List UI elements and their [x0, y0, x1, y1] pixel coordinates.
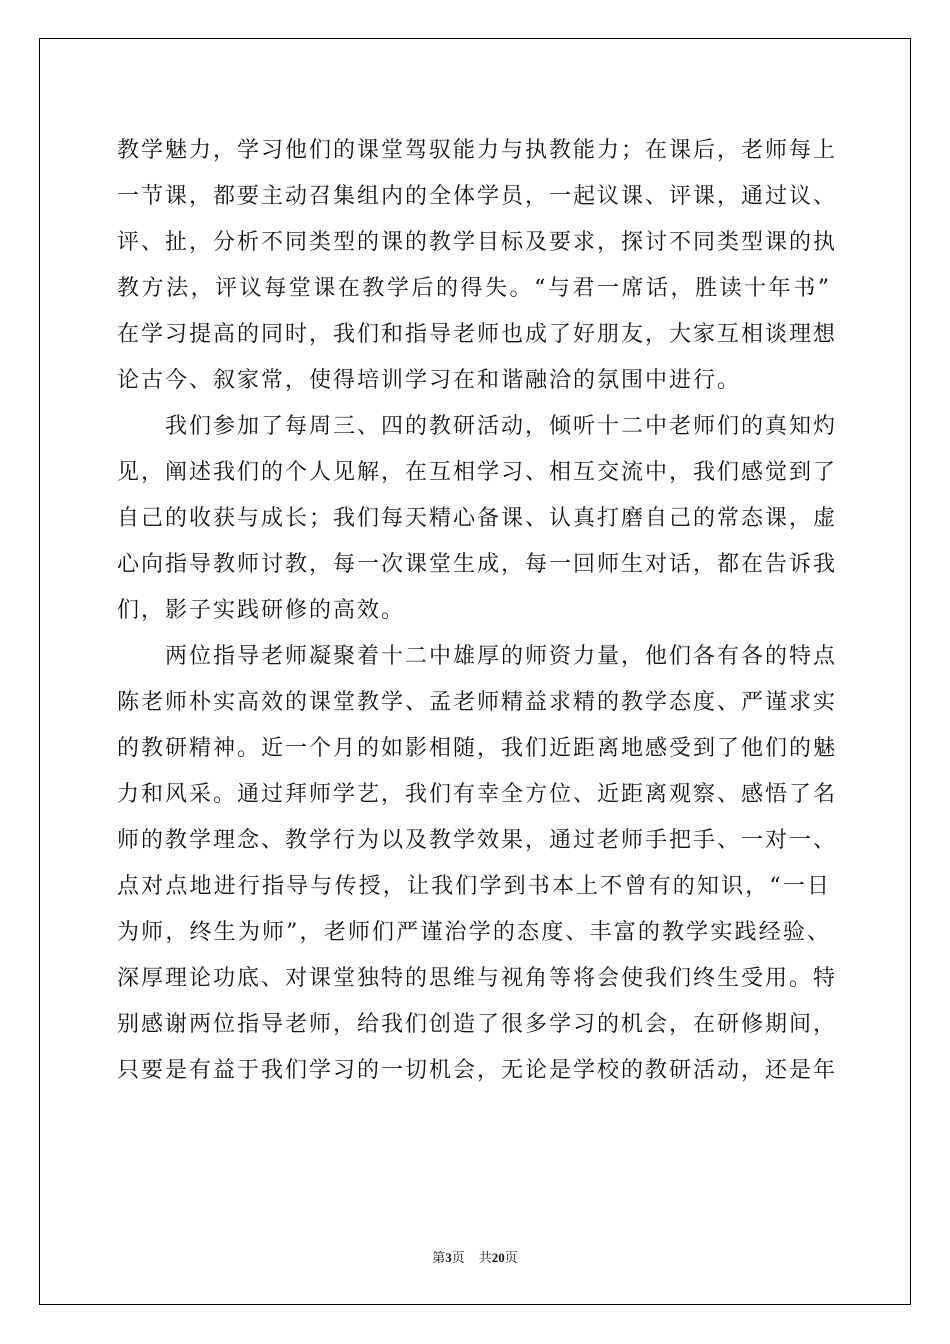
page-suffix: 页	[451, 1250, 465, 1265]
body-text	[117, 128, 838, 1094]
total-suffix: 页	[504, 1250, 518, 1265]
text-line: 别感谢两位指导老师，给我们创造了很多学习的机会，在研修期间，	[117, 1012, 838, 1037]
text-line: 只要是有益于我们学习的一切机会，无论是学校的教研活动，还是年	[117, 1058, 838, 1083]
text-line: 力和风采。通过拜师学艺，我们有幸全方位、近距离观察、感悟了名	[117, 782, 838, 807]
text-line: 陈老师朴实高效的课堂教学、孟老师精益求精的教学态度、严谨求实	[117, 690, 838, 715]
text-line: 一节课，都要主动召集组内的全体学员，一起议课、评课，通过议、	[117, 184, 838, 209]
text-line: 为师，终生为师”，老师们严谨治学的态度、丰富的教学实践经验、	[117, 920, 831, 945]
text-line: 深厚理论功底、对课堂独特的思维与视角等将会使我们终生受用。特	[117, 966, 838, 991]
text-line: 心向指导教师讨教，每一次课堂生成，每一回师生对话，都在告诉我	[117, 552, 838, 577]
page-prefix: 第	[432, 1250, 446, 1265]
page-total: 20	[491, 1250, 505, 1265]
text-line: 点对点地进行指导与传授，让我们学到书本上不曾有的知识，“一日	[117, 874, 831, 899]
text-line: 师的教学理念、教学行为以及教学效果，通过老师手把手、一对一、	[117, 828, 838, 853]
page-footer	[0, 1247, 950, 1266]
text-line: 论古今、叙家常，使得培训学习在和谐融洽的氛围中进行。	[117, 368, 742, 393]
text-line: 自己的收获与成长；我们每天精心备课、认真打磨自己的常态课，虚	[117, 506, 838, 531]
text-line: 两位指导老师凝聚着十二中雄厚的师资力量，他们各有各的特点	[117, 644, 838, 669]
total-prefix: 共	[478, 1250, 492, 1265]
text-line: 评、扯，分析不同类型的课的教学目标及要求，探讨不同类型课的执	[117, 230, 838, 255]
text-line: 的教研精神。近一个月的如影相随，我们近距离地感受到了他们的魅	[117, 736, 838, 761]
text-line: 教方法，评议每堂课在教学后的得失。“与君一席话，胜读十年书”	[117, 276, 831, 301]
text-line: 们，影子实践研修的高效。	[117, 598, 406, 623]
text-line: 见，阐述我们的个人见解，在互相学习、相互交流中，我们感觉到了	[117, 460, 838, 485]
text-line: 在学习提高的同时，我们和指导老师也成了好朋友，大家互相谈理想	[117, 322, 838, 347]
text-line: 教学魅力，学习他们的课堂驾驭能力与执教能力；在课后，老师每上	[117, 138, 838, 163]
text-line: 我们参加了每周三、四的教研活动，倾听十二中老师们的真知灼	[117, 414, 838, 439]
page-current: 3	[445, 1250, 452, 1265]
